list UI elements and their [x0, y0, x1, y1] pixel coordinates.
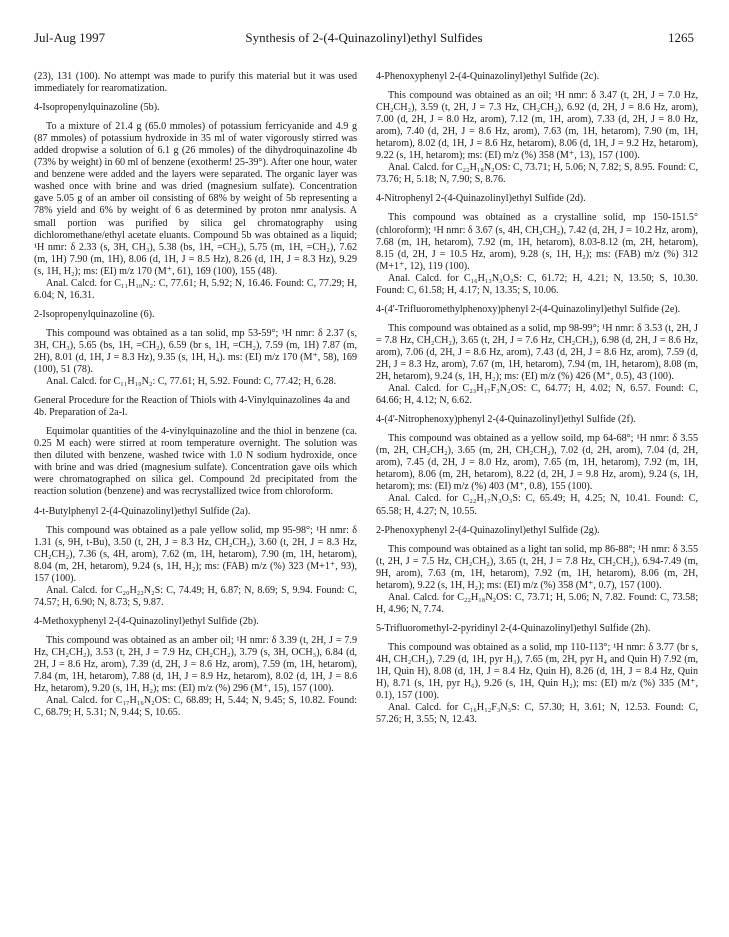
- body-paragraph: This compound was obtained as a yellow soild, mp 64-68°; ¹H nmr: δ 3.55 (m, 2H, CH₂CH₂), 3.65 (m, 2H, CH₂CH₂), 7.02 (d, 2H, arom), 7.04 (d, 2H, arom), 7.45 (d, 2H, J = 8.0 Hz, arom), 7.65 (m, 1H, hetarom), 7.92 (m, 1H, hetarom), 8.06 (m, 2H, hetarom), 8.22 (d, 2H, J = 9.8 Hz, arom), 9.24 (s, 1H, hetarom); ms: (EI) m/z (%) 403 (M⁺, 0.8), 155 (100).: [376, 433, 698, 493]
- body-paragraph: This compound was obtained as an amber oil; ¹H nmr: δ 3.39 (t, 2H, J = 7.9 Hz, CH₂CH₂), 3.53 (t, 2H, J = 7.9 Hz, CH₂CH₂), 3.79 (s, 3H, OCH₃), 6.84 (d, 2H, J = 8.6 Hz, arom), 7.39 (d, 2H, J = 8.6 Hz, arom), 7.59 (m, 1H, hetarom), 7.84 (m, 1H, hetarom), 7.88 (d, 1H, J = 8.9 Hz, hetarom), 8.02 (d, 1H, J = 8.6 Hz, hetarom), 9.20 (s, 1H, H₂); ms: (EI) m/z (%) 296 (M⁺, 15), 157 (100).: [34, 634, 357, 695]
- body-paragraph: This compound was obtained as a crystalline solid, mp 150-151.5° (chloroform); ¹H nmr: δ 3.67 (s, 4H, CH₂CH₂), 7.42 (d, 2H, J = 10.2 Hz, arom), 7.68 (m, 1H, hetarom), 7.92 (m, 1H, hetarom), 8.03-8.12 (m, 2H, hetarom), 8.15 (d, 2H, J = 10.5 Hz, arom), 9.28 (s, 1H, H₂); ms: (FAB) m/z (%) 312 (M+1⁺, 12), 119 (100).: [376, 212, 698, 272]
- analysis-paragraph: Anal. Calcd. for C₁₇H₁₆N₂OS: C, 68.89; H, 5.44; N, 9.45; S, 10.82. Found: C, 68.79; H, 5.31; N, 9.44; S, 10.65.: [34, 695, 357, 719]
- section-heading: 2-Phenoxyphenyl 2-(4-Quinazolinyl)ethyl Sulfide (2g).: [376, 524, 600, 536]
- section-heading: 2-Isopropenylquinazoline (6).: [34, 308, 155, 320]
- section-heading: 4-Isopropenylquinazoline (5b).: [34, 102, 160, 114]
- section-heading: 4-(4'-Trifluoromethylphenoxy)phenyl 2-(4-Quinazolinyl)ethyl Sulfide (2e).: [376, 303, 681, 315]
- running-title: Synthesis of 2-(4-Quinazolinyl)ethyl Sulfides: [245, 30, 483, 45]
- page-number: 1265: [668, 30, 694, 45]
- section-heading: 4-Nitrophenyl 2-(4-Quinazolinyl)ethyl Sulfide (2d).: [376, 193, 586, 205]
- body-paragraph: (23), 131 (100). No attempt was made to purify this material but it was used immediately for rearomatization.: [34, 71, 357, 95]
- body-paragraph: This compound was obtained as a light tan solid, mp 86-88°; ¹H nmr: δ 3.55 (t, 2H, J = 7.5 Hz, CH₂CH₂), 3.65 (t, 2H, J = 7.8 Hz, CH₂CH₂), 6.94-7.49 (m, 9H, arom), 7.63 (m, 1H, hetarom), 7.92 (m, 1H, hetarom), 8.06 (m, 2H, hetarom), 9.22 (s, 1H, H₂); ms: (EI) m/z (%) 358 (M⁺, 0.7), 157 (100).: [376, 543, 698, 591]
- section-heading: 4-(4'-Nitrophenoxy)phenyl 2-(4-Quinazolinyl)ethyl Sulfide (2f).: [376, 414, 636, 426]
- section-heading: 5-Trifluoromethyl-2-pyridinyl 2-(4-Quinazolinyl)ethyl Sulfide (2h).: [376, 622, 651, 634]
- analysis-paragraph: Anal. Calcd. for C₂₂H₁₇N₃O₃S: C, 65.49; H, 4.25; N, 10.41. Found: C, 65.58; H, 4.27; N, 10.55.: [376, 493, 698, 517]
- right-column: [376, 71, 698, 933]
- body-paragraph: This compound was obtained as a tan solid, mp 53-59°; ¹H nmr: δ 2.37 (s, 3H, CH₃), 5.65 (bs, 1H, =CH₂), 6.59 (br s, 1H, =CH₂), 7.59 (m, 1H) 7.87 (m, 2H), 8.01 (d, 1H, J = 8.3 Hz), 9.35 (s, 1H, H₄). ms: (EI) m/z 170 (M⁺, 58), 169 (100), 51 (78).: [34, 327, 357, 376]
- analysis-paragraph: Anal. Calcd. for C₁₆H₁₂F₃N₃S: C, 57.30; H, 3.61; N, 12.53. Found: C, 57.26; H, 3.55; N, 12.43.: [376, 702, 698, 726]
- left-column: [34, 71, 357, 933]
- issue-date: Jul-Aug 1997: [34, 30, 106, 45]
- section-heading: 4-Phenoxyphenyl 2-(4-Quinazolinyl)ethyl Sulfide (2c).: [376, 71, 600, 82]
- body-paragraph: This compound was obtained as a solid, mp 98-99°; ¹H nmr: δ 3.53 (t, 2H, J = 7.8 Hz, CH₂CH₂), 3.65 (t, 2H, J = 7.6 Hz, CH₂CH₂), 6.98 (d, 2H, J = 8.6 Hz, arom), 7.06 (d, 2H, J = 8.6 Hz, arom), 7.43 (d, 2H, J = 8.6 Hz, arom), 7.59 (d, 2H, J = 8.3 Hz, arom), 7.67 (m, 1H, hetarom), 7.94 (m, 1H, hetarom), 8.08 (m, 2H, hetarom), 9.24 (s, 1H, H₂); ms: (EI) m/z (%) 426 (M⁺, 0.5), 43 (100).: [376, 322, 698, 383]
- analysis-paragraph: Anal. Calcd. for C₁₆H₁₃N₃O₂S: C, 61.72; H, 4.21; N, 13.50; S, 10.30. Found: C, 61.58; H, 4.17; N, 13.35; S, 10.06.: [376, 272, 698, 296]
- section-heading: 4-Methoxyphenyl 2-(4-Quinazolinyl)ethyl Sulfide (2b).: [34, 615, 259, 627]
- analysis-paragraph: Anal. Calcd. for C₂₂H₁₈N₂OS: C, 73.71; H, 5.06; N, 7.82; S, 8.95. Found: C, 73.76; H, 5.18; N, 7.90; S, 8.76.: [376, 162, 698, 186]
- body-paragraph: This compound was obtained as an oil; ¹H nmr: δ 3.47 (t, 2H, J = 7.0 Hz, CH₂CH₂), 3.59 (t, 2H, J = 7.3 Hz, CH₂CH₂), 6.92 (d, 2H, J = 8.6 Hz, arom), 7.00 (d, 2H, J = 8.0 Hz, arom), 7.12 (m, 1H, arom), 7.33 (d, 2H, J = 8.0 Hz, arom), 7.40 (d, 2H, J = 8.6 Hz, arom), 7.63 (m, 1H, hetarom), 7.90 (m, 1H, hetarom), 8.02 (d, 1H, J = 8.6 Hz, hetarom), 8.06 (d, 1H, J = 9.2 Hz, hetarom), 9.22 (s, 1H, hetarom); ms: (EI) m/z (%) 358 (M⁺, 13), 157 (100).: [376, 90, 698, 162]
- section-heading: General Procedure for the Reaction of Thiols with 4-Vinylquinazolines 4a and 4b. Preparation of 2a-l.: [34, 395, 350, 419]
- analysis-paragraph: Anal. Calcd. for C₂₂H₁₈N₂OS: C, 73.71; H, 5.06; N, 7.82. Found: C, 73.58; H, 4.96; N, 7.74.: [376, 591, 698, 615]
- body-paragraph: Equimolar quantities of the 4-vinylquinazoline and the thiol in benzene (ca. 0.25 M each) were stirred at room temperature overnight. The solution was then diluted with benzene, washed twice with 1.0 N sodium hydroxide, once with brine and was dried (magnesium sulfate). Concentration gave oils which were chromatographed on silica gel. Compound 2d precipitated from the reaction solution (benzene) and was recrystallized twice from chloroform.: [34, 426, 357, 498]
- analysis-paragraph: Anal. Calcd. for C₂₃H₁₇F₃N₂OS: C, 64.77; H, 4.02; N, 6.57. Found: C, 64.66; H, 4.12; N, 6.62.: [376, 383, 698, 407]
- analysis-paragraph: Anal. Calcd. for C₁₁H₁₀N₂: C, 77.61; H, 5.92. Found: C, 77.42; H, 6.28.: [46, 376, 337, 388]
- analysis-paragraph: Anal. Calcd. for C₁₁H₁₀N₂: C, 77.61; H, 5.92; N, 16.46. Found: C, 77.29; H, 6.04; N, 16.31.: [34, 277, 357, 301]
- running-header: [34, 30, 694, 48]
- body-paragraph: This compound was obtained as a solid, mp 110-113°; ¹H nmr: δ 3.77 (br s, 4H, CH₂CH₂), 7.29 (d, 1H, pyr H₃), 7.65 (m, 2H, pyr H₄ and Quin H) 7.92 (m, 1H, Quin H), 8.08 (d, 1H, J = 8.4 Hz, Quin H), 8.26 (d, 1H, J = 8.4 Hz, Quin H), 8.71 (s, 1H, pyr H₆), 9.26 (s, 1H, Quin H₂); ms: (EI) m/z (%) 335 (M⁺, 0.1), 157 (100).: [376, 641, 698, 702]
- body-paragraph: This compound was obtained as a pale yellow solid, mp 95-98°; ¹H nmr: δ 1.31 (s, 9H, t-Bu), 3.50 (t, 2H, J = 8.3 Hz, CH₂CH₂), 3.60 (t, 2H, J = 8.3 Hz, CH₂CH₂), 7.36 (s, 4H, arom), 7.62 (m, 1H, hetarom), 7.90 (m, 1H, hetarom), 8.04 (m, 2H, hetarom), 9.24 (s, 1H, H₂); ms: (FAB) m/z (%) 323 (M+1⁺, 93), 157 (100).: [34, 524, 357, 584]
- analysis-paragraph: Anal. Calcd. for C₂₀H₂₂N₂S: C, 74.49; H, 6.87; N, 8.69; S, 9.94. Found: C, 74.57; H, 6.90; N, 8.73; S, 9.87.: [34, 584, 357, 608]
- section-heading: 4-t-Butylphenyl 2-(4-Quinazolinyl)ethyl Sulfide (2a).: [34, 505, 251, 517]
- body-paragraph: To a mixture of 21.4 g (65.0 mmoles) of potassium ferricyanide and 4.9 g (87 mmoles) of potassium hydroxide in 35 ml of water vigorously stirred was added dropwise a solution of 6.1 g (26 mmoles) of the dihydroquinazoline 4b (73% by weight) in 60 ml of benzene (exotherm! 25-39°). After one hour, water and benzene were added and the layers were separated. The organic layer was washed once with brine and was dried (magnesium sulfate). Concentration gave 5.05 g of an amber oil consisting of 68% by weight of 5b representing a 78% yield and 6% by weight of 6 as determined by proton nmr analysis. A small portion was purified by silica gel chromatography using dichloromethane/ethyl acetate eluants. Compound 5b was obtained as a liquid; ¹H nmr: δ 2.33 (s, 3H, CH₃), 5.38 (bs, 1H, =CH₂), 5.75 (m, 1H, =CH₂), 7.62 (m, 1H) 7.90 (m, 1H), 8.06 (d, 1H, J = 8.5 Hz), 8.26 (d, 1H, J = 8.3 Hz), 9.29 (s, 1H, H₂); ms: (EI) m/z 170 (M⁺, 61), 169 (100), 155 (48).: [34, 121, 357, 277]
